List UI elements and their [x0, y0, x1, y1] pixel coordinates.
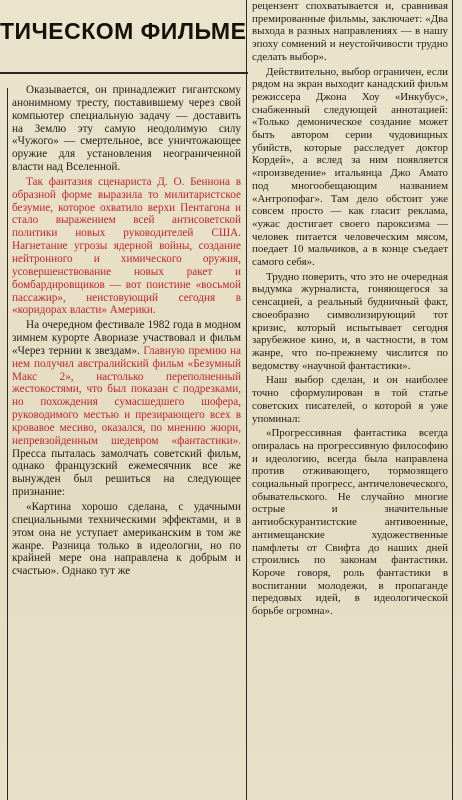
article-headline: ТИЧЕСКОМ ФИЛЬМЕ [0, 18, 247, 44]
paragraph-quote: «Картина хорошо сделана, с удачными специальными техническими эффектами, и в этом она не уступает американским в том же жанре. Разница только в идеологии, но по крайней мере она направлена к добрым и счастью». Однако тут же [12, 501, 241, 578]
right-column-rule [452, 0, 453, 800]
headline-area [0, 0, 248, 74]
festival-highlighted-text: Главную премию на нем получил австралийский фильм «Безумный Макс 2», настолько переполненный жестокостями, что был показан с подрезками, но похождения сумасшедшего шофера, руководимого местью и презирающего всех в кровавое месиво, оказался, по мнению жюри, непревзойденным шедевром «фантастики». [12, 344, 241, 447]
paragraph-incubus: Действительно, выбор ограничен, если рядом на экран выходит канадский фильм режиссера Джона Хоу «Инкубус», снабженный следующей аннотацией: «Только демоническое создание может быть автором серии чудовищных убийств, которые расследует доктор Кордей», а вслед за ним появляется «произведение» итальянца Джо Амато под многообещающим названием «Антропофаг». Там дело обстоит уже совсем просто — как гласит реклама, «ужас достигает своего пароксизма — человек питается человеческим мясом, поедает 10 мальчиков, а в конце съедает самого себя». [252, 65, 448, 269]
right-column [252, 0, 448, 800]
center-column-rule [246, 0, 247, 800]
left-column-rule [7, 88, 8, 800]
paragraph-trust: Оказывается, он принадлежит гигантскому анонимному тресту, поставившему через свой компьютер специальную задачу — доставить на Землю эту самую неодолимую силу «Чужого» — смертельное, все уничтожающее оружие для установления неограниченной власти над Вселенной. [12, 84, 241, 174]
festival-text-end: Пресса пыталась замолчать советский фильм, однако французский ежемесячник все же вынужден был решиться на следующее признание: [12, 447, 241, 499]
festival-text: На очередном фестивале 1982 года в модном зимнем курорте Авориазе участвовал и фильм «Через тернии к звездам». [12, 319, 241, 357]
paragraph-progressive: «Прогрессивная фантастика всегда опиралась на прогрессивную философию и идеологию, всегда была направлена против отживающего, тормозящего социальный прогресс, античеловеческого, обывательского. Не случайно многие острые и значительные антиобскурантистские антивоенные, антимещанские художественные памфлеты от Свифта до наших дней строились по законам фантастики. Короче говоря, роль фантастики в воспитании молодежи, в пропаганде передовых идей, в идеологической борьбе огромна». [252, 427, 448, 618]
paragraph-choice: Наш выбор сделан, и он наиболее точно сформулирован в той статье советских писателей, о которой я уже упоминал: [252, 374, 448, 425]
paragraph-festival [12, 319, 241, 499]
left-column [12, 84, 241, 798]
paragraph-reviewer: рецензент спохватывается и, сравнивая премированные фильмы, заключает: «Два выхода в разных направлениях — в нашу эпоху сомнений и неустойчивости трудно сделать выбор». [252, 0, 448, 63]
paragraph-crisis: Трудно поверить, что это не очередная выдумка журналиста, гоняющегося за сенсацией, а реальный будничный факт, своеобразно символизирующий тот кризис, который испытывает сегодня зарубежное кино, и, в частности, в том жанре, что по-прежнему числится по ведомству «научной фантастики». [252, 270, 448, 372]
paragraph-highlighted-pentagon: Так фантазия сценариста Д. О. Беннона в образной форме выразила то милитаристское безумие, которое охватило верхи Пентагона и стало выражением всей антисоветской политики новых руководителей США. Нагнетание угрозы ядерной войны, создание нейтронного и химического оружия, усовершенствование новых ракет и бомбардировщиков — вот поистине «восьмой пассажир», неистовующий сегодня в «коридорах власти» Америки. [12, 175, 241, 317]
